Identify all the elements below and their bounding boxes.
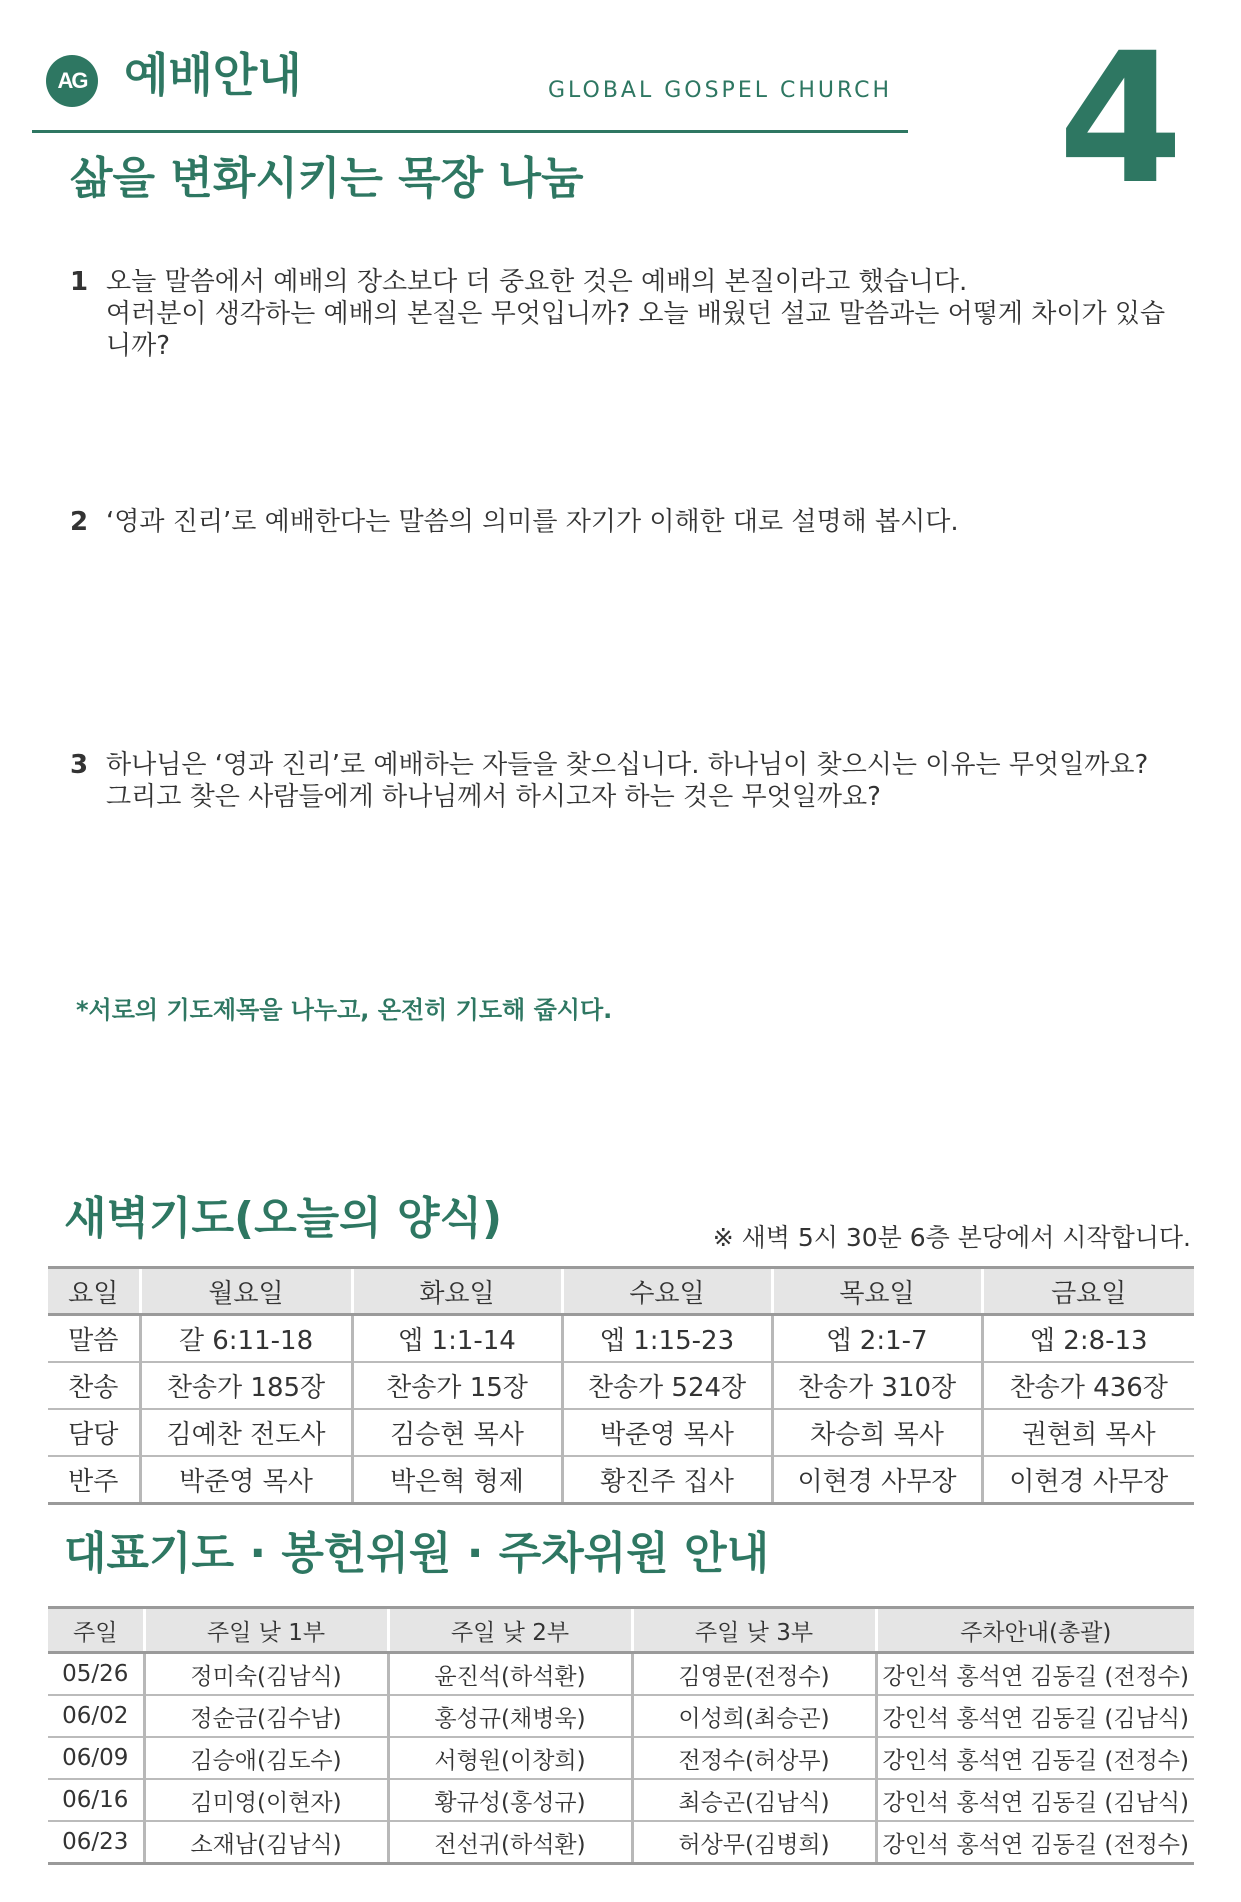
question-text: 오늘 말씀에서 예배의 장소보다 더 중요한 것은 예배의 본질이라고 했습니다. 여러분이 생각하는 예배의 본질은 무엇입니까? 오늘 배웠던 설교 말씀과는 어떻게 차이가 있습니까?	[106, 267, 1166, 361]
table-cell: 찬송가 436장	[982, 1362, 1194, 1409]
church-logo: AG	[46, 55, 98, 107]
table-header-row	[48, 1268, 1194, 1315]
header-divider	[32, 130, 908, 133]
header-cell: 화요일	[352, 1268, 562, 1315]
header-cell: 요일	[48, 1268, 140, 1315]
table-cell: 김승애(김도수)	[144, 1737, 388, 1779]
table-cell: 권현희 목사	[982, 1409, 1194, 1456]
dawn-prayer-note: ※ 새벽 5시 30분 6층 본당에서 시작합니다.	[712, 1223, 1191, 1252]
table-cell: 찬송가 185장	[140, 1362, 352, 1409]
table-cell: 박준영 목사	[140, 1456, 352, 1504]
table-cell: 차승희 목사	[772, 1409, 982, 1456]
table-cell: 김예찬 전도사	[140, 1409, 352, 1456]
table-cell: 06/09	[48, 1737, 144, 1779]
table-cell: 엡 2:1-7	[772, 1315, 982, 1363]
question-number: 2	[70, 507, 89, 537]
table-cell: 허상무(김병희)	[632, 1821, 876, 1864]
table-cell: 홍성규(채병욱)	[388, 1695, 632, 1737]
table-row	[48, 1653, 1194, 1696]
table-header-row	[48, 1608, 1194, 1653]
table-cell: 엡 1:1-14	[352, 1315, 562, 1363]
table-row	[48, 1409, 1194, 1456]
table-cell: 이현경 사무장	[982, 1456, 1194, 1504]
table-cell: 찬송가 15장	[352, 1362, 562, 1409]
table-cell: 황진주 집사	[562, 1456, 772, 1504]
table-cell: 말씀	[48, 1315, 140, 1363]
dawn-prayer-title: 새벽기도(오늘의 양식)	[64, 1193, 503, 1244]
table-cell: 강인석 홍석연 김동길 (전정수)	[876, 1737, 1194, 1779]
table-cell: 박은혁 형제	[352, 1456, 562, 1504]
table-cell: 담당	[48, 1409, 140, 1456]
table-cell: 서형원(이창희)	[388, 1737, 632, 1779]
section-title: 삶을 변화시키는 목장 나눔	[70, 153, 584, 204]
roster-table	[48, 1606, 1194, 1865]
table-row	[48, 1821, 1194, 1864]
table-row	[48, 1779, 1194, 1821]
question-3	[70, 749, 1180, 813]
table-cell: 최승곤(김남식)	[632, 1779, 876, 1821]
table-row	[48, 1695, 1194, 1737]
table-cell: 윤진석(하석환)	[388, 1653, 632, 1696]
header-cell: 수요일	[562, 1268, 772, 1315]
table-cell: 정미숙(김남식)	[144, 1653, 388, 1696]
table-cell: 엡 2:8-13	[982, 1315, 1194, 1363]
table-row	[48, 1315, 1194, 1363]
table-cell: 황규성(홍성규)	[388, 1779, 632, 1821]
table-cell: 06/23	[48, 1821, 144, 1864]
table-cell: 찬송가 524장	[562, 1362, 772, 1409]
header-cell: 주일	[48, 1608, 144, 1653]
table-row	[48, 1456, 1194, 1504]
church-name: GLOBAL GOSPEL CHURCH	[548, 78, 893, 103]
header-cell: 주일 낮 1부	[144, 1608, 388, 1653]
table-cell: 소재남(김남식)	[144, 1821, 388, 1864]
question-2	[70, 506, 1180, 538]
header-title: 예배안내	[124, 48, 302, 102]
table-cell: 김영문(전정수)	[632, 1653, 876, 1696]
table-cell: 박준영 목사	[562, 1409, 772, 1456]
header-cell: 월요일	[140, 1268, 352, 1315]
page-number: 4	[1058, 15, 1184, 224]
table-cell: 엡 1:15-23	[562, 1315, 772, 1363]
table-cell: 찬송가 310장	[772, 1362, 982, 1409]
table-cell: 06/02	[48, 1695, 144, 1737]
question-number: 1	[70, 267, 89, 297]
table-cell: 강인석 홍석연 김동길 (전정수)	[876, 1821, 1194, 1864]
table-row	[48, 1362, 1194, 1409]
prayer-note: *서로의 기도제목을 나누고, 온전히 기도해 줍시다.	[76, 996, 613, 1024]
table-cell: 전정수(허상무)	[632, 1737, 876, 1779]
table-cell: 김미영(이현자)	[144, 1779, 388, 1821]
header-cell: 주차안내(총괄)	[876, 1608, 1194, 1653]
table-cell: 강인석 홍석연 김동길 (김남식)	[876, 1779, 1194, 1821]
table-cell: 찬송	[48, 1362, 140, 1409]
header-cell: 금요일	[982, 1268, 1194, 1315]
table-cell: 전선귀(하석환)	[388, 1821, 632, 1864]
dawn-prayer-table	[48, 1266, 1194, 1505]
table-cell: 강인석 홍석연 김동길 (김남식)	[876, 1695, 1194, 1737]
question-text: 하나님은 ‘영과 진리’로 예배하는 자들을 찾으십니다. 하나님이 찾으시는 이유는 무엇일까요? 그리고 찾은 사람들에게 하나님께서 하시고자 하는 것은 무엇일까요?	[106, 750, 1149, 812]
table-cell: 반주	[48, 1456, 140, 1504]
header-cell: 주일 낮 3부	[632, 1608, 876, 1653]
table-cell: 이성희(최승곤)	[632, 1695, 876, 1737]
header-cell: 주일 낮 2부	[388, 1608, 632, 1653]
header-cell: 목요일	[772, 1268, 982, 1315]
table-row	[48, 1737, 1194, 1779]
table-cell: 이현경 사무장	[772, 1456, 982, 1504]
table-cell: 강인석 홍석연 김동길 (전정수)	[876, 1653, 1194, 1696]
question-number: 3	[70, 750, 89, 780]
table-cell: 갈 6:11-18	[140, 1315, 352, 1363]
table-cell: 06/16	[48, 1779, 144, 1821]
table-cell: 김승현 목사	[352, 1409, 562, 1456]
table-cell: 정순금(김수남)	[144, 1695, 388, 1737]
table-cell: 05/26	[48, 1653, 144, 1696]
question-text: ‘영과 진리’로 예배한다는 말씀의 의미를 자기가 이해한 대로 설명해 봅시다.	[106, 507, 959, 537]
question-1	[70, 266, 1180, 362]
roster-title: 대표기도 · 봉헌위원 · 주차위원 안내	[64, 1528, 770, 1579]
